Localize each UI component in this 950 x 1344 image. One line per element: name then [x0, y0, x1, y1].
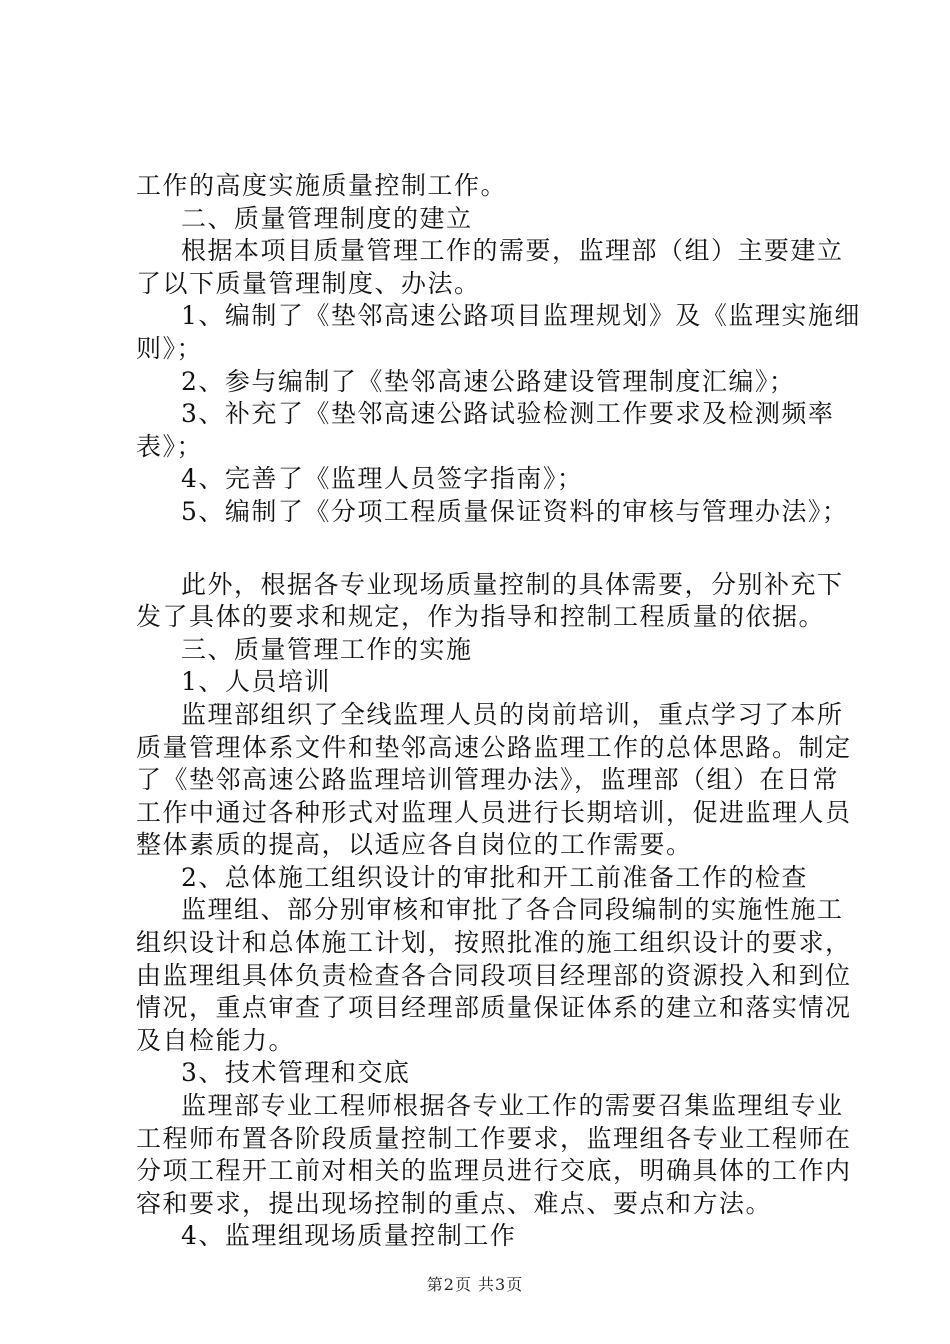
paragraph-line: 由监理组具体负责检查各合同段项目经理部的资源投入和到位 [136, 960, 852, 990]
subsection-heading: 2、总体施工组织设计的审批和开工前准备工作的检查 [181, 862, 808, 892]
paragraph-line: 监理部专业工程师根据各专业工作的需要召集监理组专业 [181, 1091, 844, 1121]
paragraph-line: 了以下质量管理制度、办法。 [136, 268, 481, 298]
paragraph-line: 了《垫邻高速公路监理培训管理办法》，监理部（组）在日常 [136, 765, 840, 795]
list-item: 2、参与编制了《垫邻高速公路建设管理制度汇编》； [181, 366, 796, 396]
paragraph-line: 根据本项目质量管理工作的需要，监理部（组）主要建立 [181, 236, 844, 266]
paragraph-line: 情况，重点审查了项目经理部质量保证体系的建立和落实情况 [136, 993, 852, 1023]
paragraph-line: 工程师布置各阶段质量控制工作要求，监理组各专业工程师在 [136, 1123, 852, 1153]
paragraph-line: 监理部组织了全线监理人员的岗前培训，重点学习了本所 [181, 699, 844, 729]
paragraph-line: 及自检能力。 [136, 1025, 296, 1055]
list-item: 1、编制了《垫邻高速公路项目监理规划》及《监理实施细 [181, 301, 861, 331]
paragraph-line: 容和要求，提出现场控制的重点、难点、要点和方法。 [136, 1188, 773, 1218]
paragraph-line: 整体素质的提高，以适应各自岗位的工作需要。 [136, 830, 693, 860]
paragraph-line: 监理组、部分别审核和审批了各合同段编制的实施性施工 [181, 895, 844, 925]
paragraph-line: 发了具体的要求和规定，作为指导和控制工程质量的依据。 [136, 602, 826, 632]
paragraph-line: 此外，根据各专业现场质量控制的具体需要，分别补充下 [181, 569, 844, 599]
list-item: 5、编制了《分项工程质量保证资料的审核与管理办法》； [181, 496, 849, 526]
section-heading: 二、质量管理制度的建立 [181, 203, 473, 233]
list-item: 3、补充了《垫邻高速公路试验检测工作要求及检测频率 [181, 399, 835, 429]
paragraph-line: 组织设计和总体施工计划，按照批准的施工组织设计的要求， [136, 928, 852, 958]
list-item: 4、完善了《监理人员签字指南》； [181, 464, 584, 494]
page-number-footer: 第2页 共3页 [426, 1275, 524, 1294]
paragraph-line: 质量管理体系文件和垫邻高速公路监理工作的总体思路。制定 [136, 732, 852, 762]
paragraph-line: 工作中通过各种形式对监理人员进行长期培训，促进监理人员 [136, 797, 852, 827]
list-item-continuation: 表》； [136, 431, 204, 461]
paragraph-line: 工作的高度实施质量控制工作。 [136, 171, 508, 200]
document-body [136, 170, 861, 1253]
list-item-continuation: 则》； [136, 333, 204, 363]
paragraph-line: 分项工程开工前对相关的监理员进行交底，明确具体的工作内 [136, 1156, 852, 1186]
subsection-heading: 4、监理组现场质量控制工作 [181, 1221, 517, 1251]
subsection-heading: 1、人员培训 [181, 667, 331, 697]
subsection-heading: 3、技术管理和交底 [181, 1058, 411, 1088]
paragraph-gap [136, 529, 836, 569]
section-heading: 三、质量管理工作的实施 [181, 634, 473, 664]
